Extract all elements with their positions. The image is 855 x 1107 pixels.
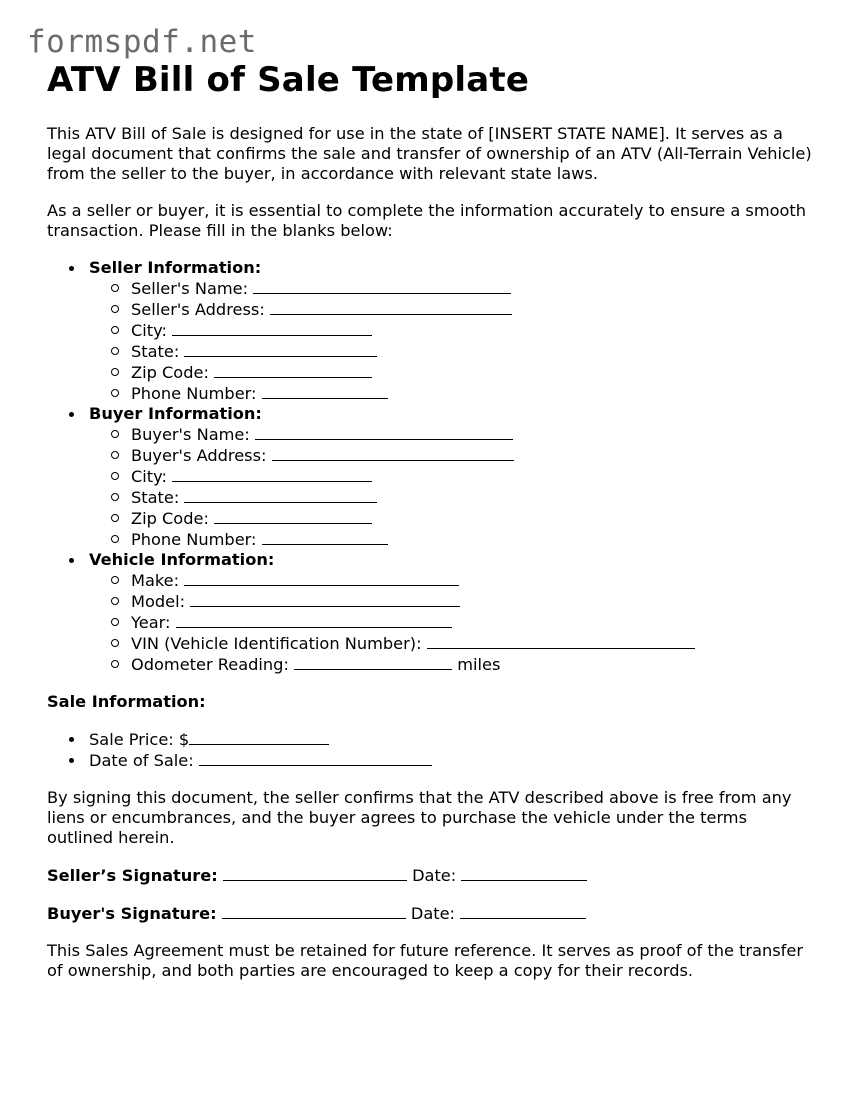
buyer-address-blank[interactable] bbox=[272, 445, 514, 461]
seller-zip-field: Zip Code: bbox=[131, 362, 817, 383]
buyer-city-blank[interactable] bbox=[172, 466, 372, 482]
buyer-name-field: Buyer's Name: bbox=[131, 424, 817, 445]
buyer-zip-field: Zip Code: bbox=[131, 508, 817, 529]
sale-date-field: Date of Sale: bbox=[89, 750, 817, 771]
page-title: ATV Bill of Sale Template bbox=[47, 60, 530, 100]
seller-section bbox=[89, 258, 817, 404]
buyer-signature-line bbox=[47, 903, 817, 924]
seller-date-blank[interactable] bbox=[461, 865, 587, 881]
seller-city-blank[interactable] bbox=[172, 320, 372, 336]
seller-state-field: State: bbox=[131, 341, 817, 362]
buyer-phone-field: Phone Number: bbox=[131, 529, 817, 550]
seller-signature-blank[interactable] bbox=[223, 865, 407, 881]
seller-signature-label: Seller’s Signature: bbox=[47, 866, 218, 885]
vehicle-heading: Vehicle Information: bbox=[89, 550, 275, 569]
instructions-paragraph: As a seller or buyer, it is essential to complete the information accurately to ensure a smooth transaction. Please fill in the blanks below: bbox=[47, 201, 807, 240]
vehicle-make-field: Make: bbox=[131, 570, 817, 591]
seller-phone-field: Phone Number: bbox=[131, 383, 817, 404]
seller-heading: Seller Information: bbox=[89, 258, 262, 277]
vehicle-model-field: Model: bbox=[131, 591, 817, 612]
agreement-paragraph: By signing this document, the seller confirms that the ATV described above is free from any liens or encumbrances, and the buyer agrees to purchase the vehicle under the terms outlined herein. bbox=[47, 788, 792, 847]
buyer-address-field: Buyer's Address: bbox=[131, 445, 817, 466]
buyer-state-field: State: bbox=[131, 487, 817, 508]
sale-list bbox=[47, 729, 817, 771]
vehicle-section bbox=[89, 550, 817, 675]
buyer-signature-blank[interactable] bbox=[222, 903, 406, 919]
seller-address-field: Seller's Address: bbox=[131, 299, 817, 320]
sale-price-blank[interactable] bbox=[189, 729, 329, 745]
sale-price-field: Sale Price: $ bbox=[89, 729, 817, 750]
vehicle-make-blank[interactable] bbox=[184, 570, 459, 586]
seller-zip-blank[interactable] bbox=[214, 362, 372, 378]
vehicle-vin-field: VIN (Vehicle Identification Number): bbox=[131, 633, 817, 654]
sale-heading: Sale Information: bbox=[47, 692, 206, 711]
info-list bbox=[47, 258, 817, 675]
sale-date-blank[interactable] bbox=[199, 750, 432, 766]
buyer-heading: Buyer Information: bbox=[89, 404, 262, 423]
vehicle-year-field: Year: bbox=[131, 612, 817, 633]
seller-date-label: Date: bbox=[412, 866, 457, 885]
seller-address-blank[interactable] bbox=[270, 299, 512, 315]
odometer-unit: miles bbox=[457, 655, 501, 674]
vehicle-vin-blank[interactable] bbox=[427, 633, 695, 649]
buyer-signature-label: Buyer's Signature: bbox=[47, 904, 217, 923]
seller-signature-line bbox=[47, 865, 817, 886]
buyer-city-field: City: bbox=[131, 466, 817, 487]
seller-name-blank[interactable] bbox=[253, 278, 511, 294]
intro-paragraph: This ATV Bill of Sale is designed for use in the state of [INSERT STATE NAME]. It serves as a legal document that confirms the sale and transfer of ownership of an ATV (All-Terrain Vehicle) from the seller to the buyer, in accordance with relevant state laws. bbox=[47, 124, 812, 183]
closing-paragraph: This Sales Agreement must be retained for future reference. It serves as proof of the transfer of ownership, and both parties are encouraged to keep a copy for their records. bbox=[47, 941, 803, 980]
buyer-date-blank[interactable] bbox=[460, 903, 586, 919]
seller-city-field: City: bbox=[131, 320, 817, 341]
vehicle-model-blank[interactable] bbox=[190, 591, 460, 607]
buyer-zip-blank[interactable] bbox=[214, 508, 372, 524]
buyer-name-blank[interactable] bbox=[255, 424, 513, 440]
buyer-date-label: Date: bbox=[410, 904, 456, 923]
buyer-section bbox=[89, 404, 817, 550]
seller-state-blank[interactable] bbox=[184, 341, 377, 357]
seller-phone-blank[interactable] bbox=[262, 383, 388, 399]
vehicle-year-blank[interactable] bbox=[176, 612, 452, 628]
buyer-phone-blank[interactable] bbox=[262, 529, 388, 545]
buyer-state-blank[interactable] bbox=[184, 487, 377, 503]
watermark: formspdf.net bbox=[27, 24, 257, 60]
document-page bbox=[47, 58, 817, 981]
vehicle-odometer-blank[interactable] bbox=[294, 654, 452, 670]
vehicle-odometer-field: Odometer Reading: miles bbox=[131, 654, 817, 675]
seller-name-field: Seller's Name: bbox=[131, 278, 817, 299]
